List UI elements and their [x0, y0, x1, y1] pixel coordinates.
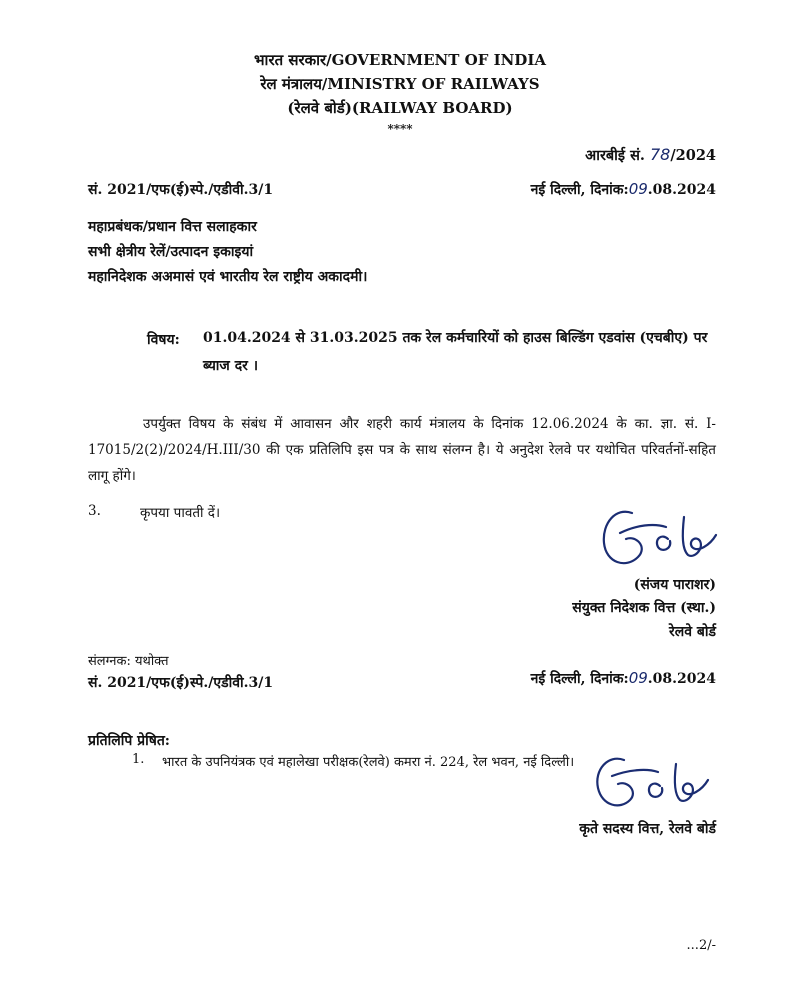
- header-line-1: भारत सरकार/GOVERNMENT OF INDIA: [254, 51, 546, 69]
- reference-number: सं. 2021/एफ(ई)स्पे./एडीवी.3/1: [88, 182, 274, 198]
- body-paragraph: उपर्युक्त विषय के संबंध में आवासन और शहरी कार्य मंत्रालय के दिनांक 12.06.2024 के का. ज्ञा. सं. I-17015/2(2)/2024/H.III/30 की एक प्रतिलिपि इस पत्र के साथ संलग्न है। ये अनुदेश रेलवे पर यथोचित परिवर्तनों-सहित लागू होंगे।: [88, 416, 716, 484]
- copy-item-1-number: 1.: [132, 752, 145, 767]
- header-line-2: रेल मंत्रालय/MINISTRY OF RAILWAYS: [260, 75, 540, 93]
- signature-mark-2: [590, 752, 720, 818]
- addressee-line-1: महाप्रबंधक/प्रधान वित्त सलाहकार: [88, 219, 257, 235]
- page-continuation: ...2/-: [686, 938, 716, 953]
- rbe-number: [585, 145, 716, 165]
- signatory-office: रेलवे बोर्ड: [669, 624, 716, 640]
- enclosure-note: संलग्नक: यथोक्त: [88, 654, 169, 669]
- header-line-3: (रेलवे बोर्ड)(RAILWAY BOARD): [287, 99, 513, 117]
- header-stars: ****: [387, 122, 413, 136]
- date-day-handwritten-2: 09: [628, 669, 648, 687]
- rbe-suffix: /2024: [670, 147, 716, 164]
- addressee-line-3: महानिदेशक अअमासं एवं भारतीय रेल राष्ट्रीय अकादमी।: [88, 269, 368, 285]
- signatory-designation: संयुक्त निदेशक वित्त (स्था.): [572, 600, 716, 616]
- addressee-line-2: सभी क्षेत्रीय रेलें/उत्पादन इकाइयां: [88, 244, 254, 260]
- date-suffix: .08.2024: [647, 182, 716, 198]
- para3-text: कृपया पावती दें।: [140, 505, 221, 521]
- place-date-2: [531, 669, 716, 688]
- rbe-prefix: आरबीई सं.: [585, 147, 650, 164]
- copy-heading: प्रतिलिपि प्रेषित:: [88, 733, 170, 749]
- para3-number: 3.: [88, 503, 101, 519]
- signatory-name: (संजय पाराशर): [633, 577, 716, 593]
- subject-label: विषय:: [147, 332, 180, 348]
- date-day-handwritten: 09: [628, 180, 648, 198]
- place-date: [531, 180, 716, 199]
- rbe-handwritten-number: 78: [649, 145, 671, 164]
- subject-text: 01.04.2024 से 31.03.2025 तक रेल कर्मचारियों को हाउस बिल्डिंग एडवांस (एचबीए) पर ब्याज दर ।: [203, 330, 708, 374]
- copy-item-1-text: भारत के उपनियंत्रक एवं महालेखा परीक्षक(रेलवे) कमरा नं. 224, रेल भवन, नई दिल्ली।: [162, 755, 575, 770]
- place-date-prefix: नई दिल्ली, दिनांक:: [530, 182, 629, 198]
- signature-mark: [596, 505, 726, 575]
- date-suffix-2: .08.2024: [647, 671, 716, 687]
- copy-sign-off: कृते सदस्य वित्त, रेलवे बोर्ड: [579, 821, 716, 837]
- place-date-prefix-2: नई दिल्ली, दिनांक:: [530, 671, 629, 687]
- reference-number-2: सं. 2021/एफ(ई)स्पे./एडीवी.3/1: [88, 675, 274, 691]
